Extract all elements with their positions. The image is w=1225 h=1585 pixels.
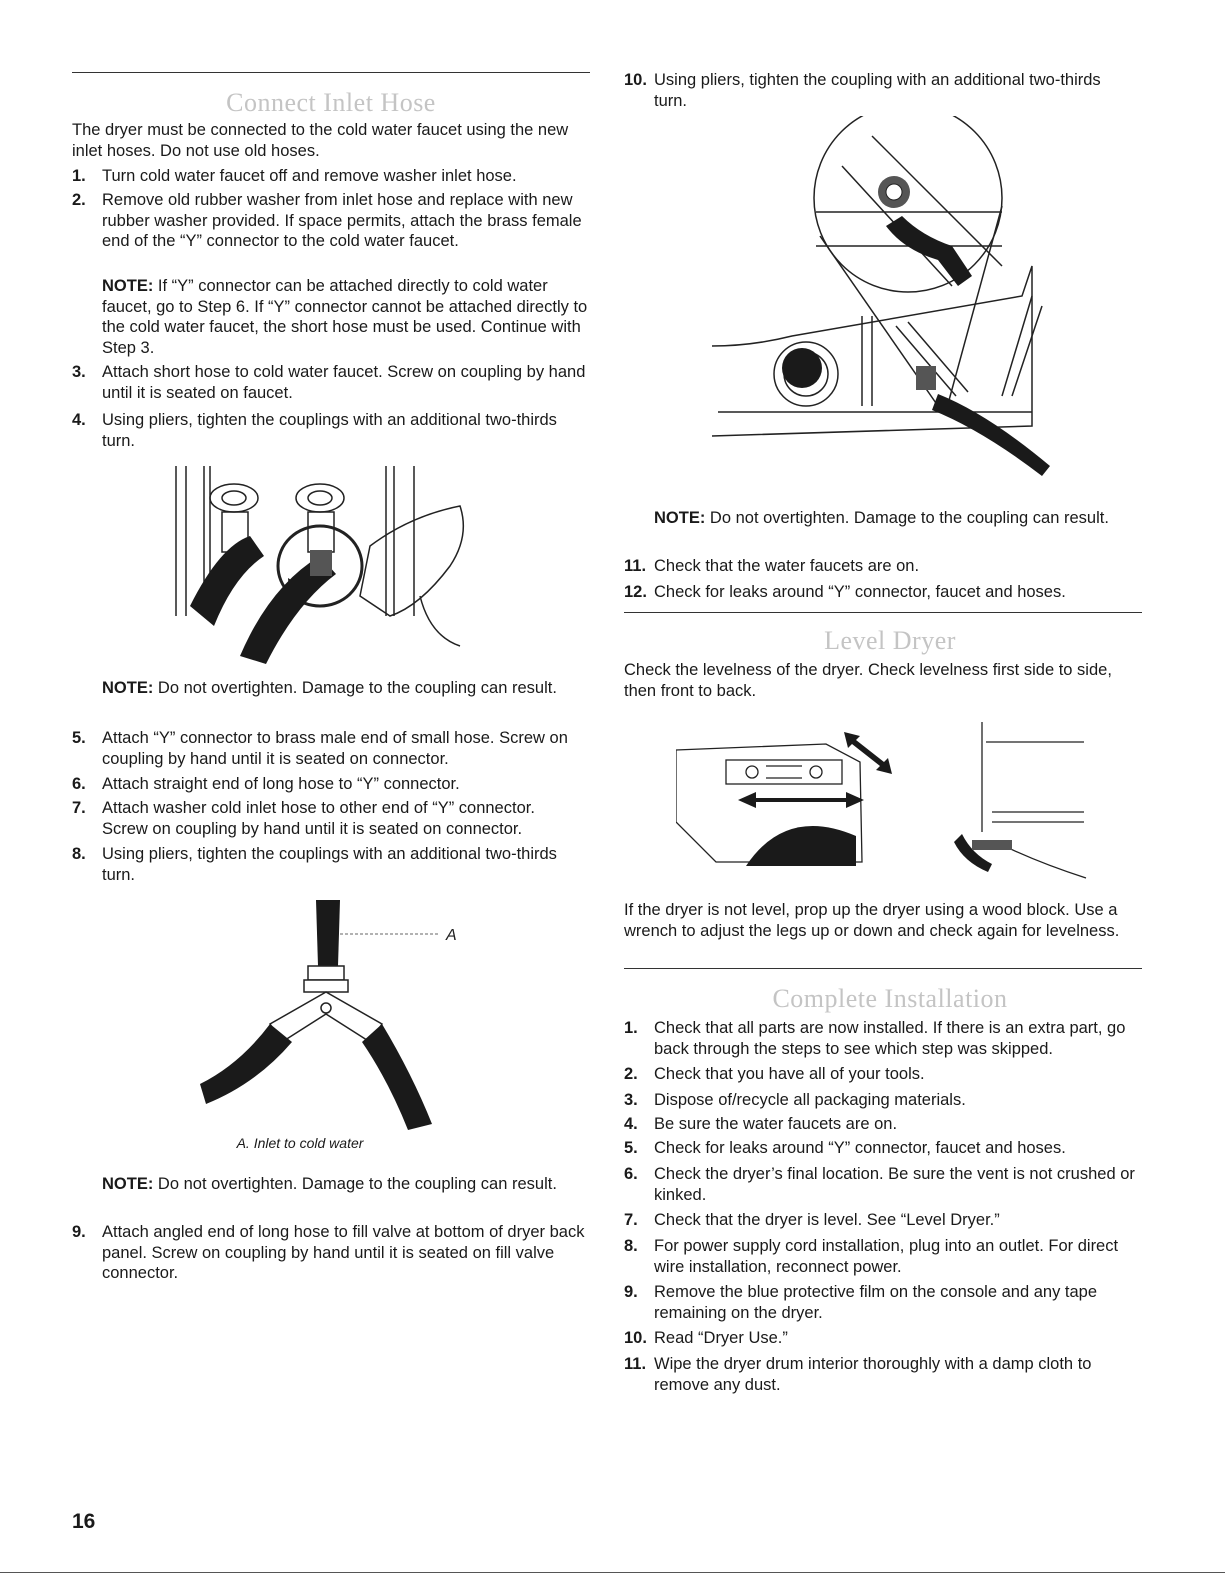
step-text: Check that the dryer is level. See “Level Dryer.” (654, 1211, 1000, 1229)
section-rule (72, 72, 590, 73)
step-number: 4. (624, 1115, 638, 1133)
step-number: 9. (624, 1283, 638, 1301)
step-number: 9. (72, 1223, 86, 1241)
note-label: NOTE: (654, 509, 706, 527)
step-text: Be sure the water faucets are on. (654, 1115, 898, 1133)
level-dryer-heading: Level Dryer (824, 626, 956, 655)
step-number: 3. (624, 1091, 638, 1109)
step-text: Remove the blue protective film on the console and any tape remaining on the dryer. (654, 1283, 1098, 1322)
step-text: Remove old rubber washer from inlet hose and replace with new rubber washer provided. If space permits, attach the brass female end of the “Y” connector to the cold water faucet. (102, 191, 582, 250)
fill-valve-illustration (712, 116, 1062, 484)
step-number: 1. (72, 167, 86, 185)
step-number: 2. (624, 1065, 638, 1083)
step-number: 5. (624, 1139, 638, 1157)
step-number: 11. (624, 557, 647, 575)
step-number: 7. (72, 799, 86, 817)
note-block (102, 1174, 588, 1195)
step-number: 5. (72, 729, 86, 747)
y-connector-illustration (190, 896, 480, 1136)
step-text: Check the dryer’s final location. Be sure the vent is not crushed or kinked. (654, 1165, 1135, 1204)
step-text: For power supply cord installation, plug into an outlet. For direct wire installation, reconnect power. (654, 1237, 1119, 1276)
step-text: Attach straight end of long hose to “Y” connector. (102, 775, 460, 793)
step-number: 12. (624, 583, 647, 601)
step-number: 10. (624, 1329, 647, 1347)
step-text: Dispose of/recycle all packaging materials. (654, 1091, 966, 1109)
note-text: Do not overtighten. Damage to the coupling can result. (153, 1175, 557, 1193)
step-text: Check that all parts are now installed. If there is an extra part, go back through the steps to see which step was skipped. (654, 1019, 1126, 1058)
step-text: Check for leaks around “Y” connector, faucet and hoses. (654, 1139, 1066, 1157)
section-rule (624, 612, 1142, 613)
step-text: Check for leaks around “Y” connector, faucet and hoses. (654, 583, 1066, 601)
step-text: Check that the water faucets are on. (654, 557, 920, 575)
note-block (102, 276, 588, 358)
step-number: 8. (624, 1237, 638, 1255)
level-instructions: If the dryer is not level, prop up the dryer using a wood block. Use a wrench to adjust the legs up or down and check again for levelness. (624, 901, 1120, 940)
fig-label-a: A (446, 927, 457, 944)
step-number: 10. (624, 71, 647, 89)
connect-intro: The dryer must be connected to the cold water faucet using the new inlet hoses. Do not use old hoses. (72, 121, 569, 160)
note-block (102, 678, 588, 699)
faucet-pliers-illustration (170, 466, 490, 666)
step-text: Using pliers, tighten the coupling with an additional two-thirds turn. (654, 71, 1101, 110)
note-label: NOTE: (102, 679, 154, 697)
step-text: Attach “Y” connector to brass male end of small hose. Screw on coupling by hand until it is seated on connector. (102, 729, 568, 768)
step-text: Using pliers, tighten the couplings with an additional two-thirds turn. (102, 411, 557, 450)
page-number: 16 (72, 1510, 96, 1533)
figure-caption: A. Inlet to cold water (236, 1135, 364, 1151)
note-block (654, 508, 1154, 529)
level-intro: Check the levelness of the dryer. Check levelness first side to side, then front to back. (624, 661, 1112, 700)
step-number: 2. (72, 191, 86, 209)
note-label: NOTE: (102, 277, 154, 295)
complete-installation-heading: Complete Installation (772, 984, 1008, 1013)
step-text: Attach short hose to cold water faucet. Screw on coupling by hand until it is seated on faucet. (102, 363, 586, 402)
note-text: Do not overtighten. Damage to the coupling can result. (705, 509, 1109, 527)
step-number: 6. (72, 775, 86, 793)
step-number: 11. (624, 1355, 647, 1373)
section-rule (624, 968, 1142, 969)
note-text: If “Y” connector can be attached directly to cold water faucet, go to Step 6. If “Y” connector cannot be attached directly to the cold water faucet, the short hose must be used. Continue with Step 3. (102, 277, 588, 357)
connect-inlet-hose-heading: Connect Inlet Hose (226, 88, 436, 117)
page-bottom-line (0, 1572, 1225, 1573)
step-number: 1. (624, 1019, 638, 1037)
step-number: 4. (72, 411, 86, 429)
step-text: Turn cold water faucet off and remove washer inlet hose. (102, 167, 517, 185)
step-text: Attach washer cold inlet hose to other end of “Y” connector. Screw on coupling by hand until it is seated on connector. (102, 799, 535, 838)
step-text: Using pliers, tighten the couplings with an additional two-thirds turn. (102, 845, 557, 884)
step-text: Wipe the dryer drum interior thoroughly with a damp cloth to remove any dust. (654, 1355, 1092, 1394)
step-text: Read “Dryer Use.” (654, 1329, 788, 1347)
step-text: Check that you have all of your tools. (654, 1065, 925, 1083)
step-number: 3. (72, 363, 86, 381)
note-text: Do not overtighten. Damage to the coupling can result. (153, 679, 557, 697)
note-label: NOTE: (102, 1175, 154, 1193)
step-number: 8. (72, 845, 86, 863)
step-text: Attach angled end of long hose to fill valve at bottom of dryer back panel. Screw on coupling by hand until it is seated on fill valve connector. (102, 1223, 585, 1282)
step-number: 7. (624, 1211, 638, 1229)
level-dryer-illustration (676, 722, 1090, 888)
step-number: 6. (624, 1165, 638, 1183)
